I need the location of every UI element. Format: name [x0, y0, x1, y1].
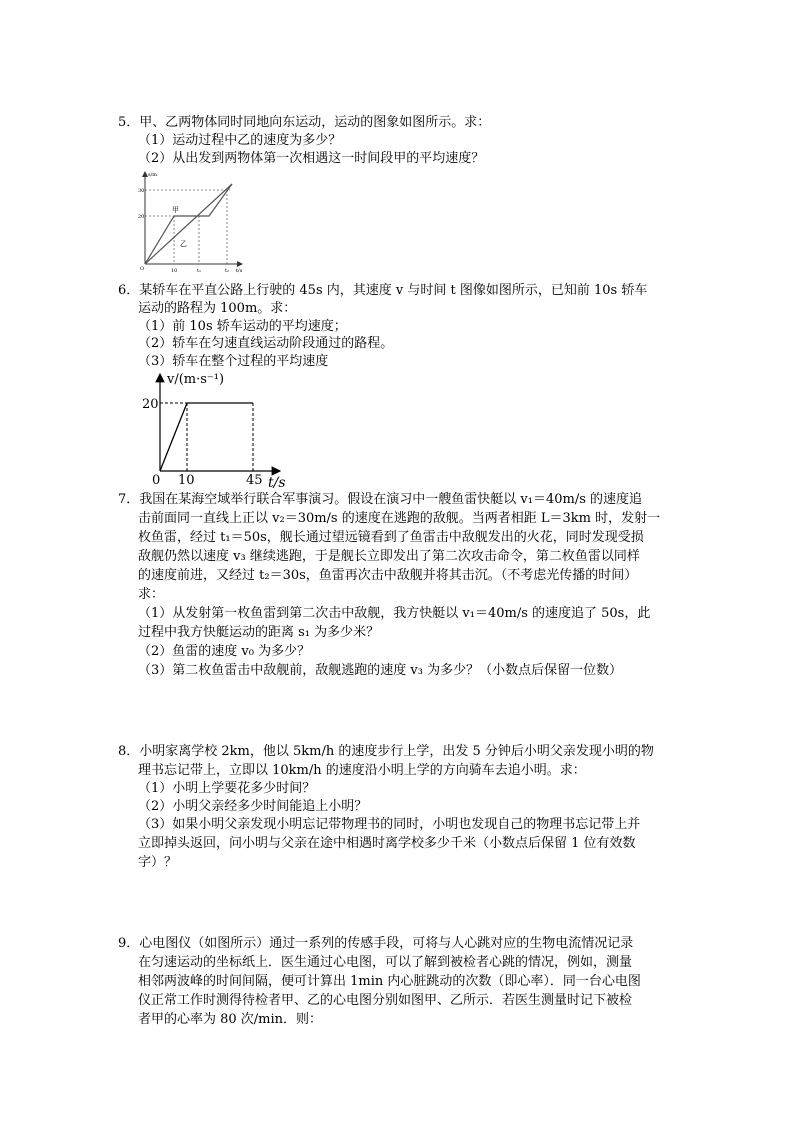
q7-sub1-line2: 过程中我方快艇运动的距离 s₁ 为多少米？ [138, 625, 380, 640]
q9-line2: 在匀速运动的坐标纸上．医生通过心电图，可以了解到被检者心跳的情况，例如，测量 [138, 955, 633, 970]
q8-sub3-line3: 字）？ [138, 855, 178, 870]
q5-x-tick-10: 10 [171, 268, 178, 274]
q6-sub2: （2）轿车在匀速直线运动阶段通过的路程。 [138, 336, 394, 351]
q7-line2: 击前面同一直线上正以 v₂＝30m/s 的速度在逃跑的敌舰。当两者相距 L＝3km 时，发射一 [138, 511, 661, 526]
q7-line3: 枚鱼雷，经过 t₁＝50s，舰长通过望远镜看到了鱼雷击中敌舰发出的火花，同时发现受损 [138, 530, 644, 545]
q9-line1: 9．心电图仪（如图所示）通过一系列的传感手段，可将与人心跳对应的生物电流情况记录 [118, 936, 634, 951]
q7-line4: 敌舰仍然以速度 v₃ 继续逃跑，于是舰长立即发出了第二次攻击命令，第二枚鱼雷以同样 [138, 549, 640, 564]
q5-x-unit: t/s [236, 268, 243, 274]
q5-y-tick-20: 20 [138, 214, 145, 220]
q8-sub3-line2: 立即掉头返回，问小明与父亲在途中相遇时离学校多少千米（小数点后保留 1 位有效数 [138, 836, 636, 851]
q7-sub2: （2）鱼雷的速度 v₀ 为多少？ [138, 644, 311, 659]
q5-stem: 5．甲、乙两物体同时同地向东运动，运动的图象如图所示。求： [118, 115, 491, 130]
q5-sub1: （1）运动过程中乙的速度为多少？ [138, 133, 342, 148]
q6-y-tick-20: 20 [142, 397, 159, 412]
q6-graph [140, 368, 300, 490]
q6-sub1: （1）前 10s 轿车运动的平均速度； [138, 319, 347, 334]
q6-origin: 0 [152, 473, 161, 488]
q7-line5: 的速度前进，又经过 t₂＝30s，鱼雷再次击中敌舰并将其击沉。（不考虑光传播的时间） [138, 568, 638, 583]
q7-line1: 7．我国在某海空域举行联合军事演习。假设在演习中一艘鱼雷快艇以 v₁＝40m/s 的速度追 [118, 492, 643, 507]
q6-x-tick-10: 10 [178, 473, 195, 488]
q9-line5: 者甲的心率为 80 次/min．则： [138, 1012, 323, 1027]
q6-stem-line2: 运动的路程为 100m。求： [138, 301, 297, 316]
q5-label-yi: 乙 [180, 240, 187, 248]
q8-line1: 8．小明家离学校 2km，他以 5km/h 的速度步行上学，出发 5 分钟后小明父亲发现小明的物 [118, 744, 654, 759]
q6-stem-line1: 6．某轿车在平直公路上行驶的 45s 内，其速度 v 与时间 t 图像如图所示，已知前 10s 轿车 [118, 283, 648, 298]
q5-sub2: （2）从出发到两物体第一次相遇这一时间段甲的平均速度？ [138, 151, 485, 166]
q6-y-label: v/(m·s⁻¹) [167, 372, 225, 387]
q5-label-jia: 甲 [172, 206, 179, 214]
q8-sub2: （2）小明父亲经多少时间能追上小明？ [138, 799, 368, 814]
q7-sub3: （3）第二枚鱼雷击中敌舰前，敌舰逃跑的速度 v₃ 为多少？（小数点后保留一位数） [138, 663, 623, 678]
q8-sub1: （1）小明上学要花多少时间？ [138, 781, 316, 796]
q9-line4: 仪正常工作时测得待检者甲、乙的心电图分别如图甲、乙所示．若医生测量时记下被检 [138, 993, 633, 1008]
q5-x-tick-t2: t₂ [225, 268, 230, 274]
q7-line6: 求： [138, 587, 165, 602]
q5-y-unit: s/m [148, 172, 157, 178]
q8-line2: 理书忘记带上，立即以 10km/h 的速度沿小明上学的方向骑车去追小明。求： [138, 763, 586, 778]
q8-sub3-line1: （3）如果小明父亲发现小明忘记带物理书的同时，小明也发现自己的物理书忘记带上并 [138, 817, 641, 832]
q9-line3: 相邻两波峰的时间间隔，便可计算出 1min 内心脏跳动的次数（即心率）．同一台心电图 [138, 974, 641, 989]
q6-x-label: t/s [268, 475, 286, 490]
q7-sub1-line1: （1）从发射第一枚鱼雷到第二次击中敌舰，我方快艇以 v₁＝40m/s 的速度追了 50s，此 [138, 606, 651, 621]
q5-graph [136, 168, 246, 276]
q6-x-tick-45: 45 [246, 473, 263, 488]
q6-sub3: （3）轿车在整个过程的平均速度 [138, 354, 329, 369]
q5-origin: O [140, 266, 145, 272]
q5-y-tick-30: 30 [138, 188, 145, 194]
q5-x-tick-t1: t₁ [197, 268, 202, 274]
